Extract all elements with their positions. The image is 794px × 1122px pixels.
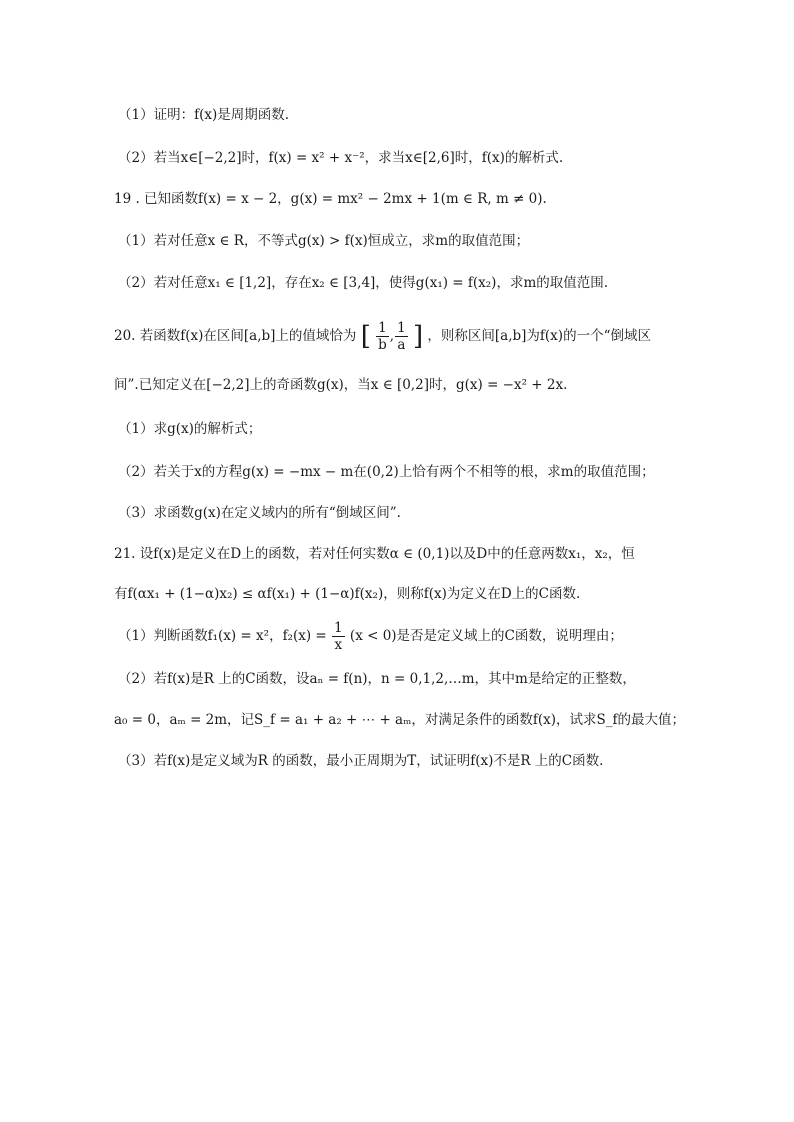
q21-part2-line2: a₀ = 0，aₘ = 2m，记S_f = a₁ + a₂ + ⋯ + aₘ，对满足条件的函数f(x)，试求S_f的最大值； <box>114 712 686 728</box>
q20-part1: （1）求g(x)的解析式； <box>118 421 262 437</box>
fraction-1-over-b <box>376 320 389 353</box>
q20-heading: 20. 若函数f(x)在区间[a,b]上的值域恰为 [ $\frac{1}{b}$ , $\frac{1}{a}$ ] ，则称区间[a,b]为f(x)的一个“倒域区 <box>114 320 651 353</box>
q20-heading-text-b: ，则称区间[a,b]为f(x)的一个“倒域区 <box>427 328 651 344</box>
fraction-denominator: b <box>378 337 387 353</box>
q21-part1-text-b: (x < 0)是否是定义域上的C函数，说明理由； <box>349 628 623 644</box>
q19-heading: 19 . 已知函数f(x) = x − 2，g(x) = mx² − 2mx + 1(m ∈ R, m ≠ 0). <box>114 191 547 207</box>
q20-part3: （3）求函数g(x)在定义域内的所有“倒域区间”. <box>118 505 401 521</box>
fraction-1-over-x <box>332 620 345 653</box>
q21-heading: 21. 设f(x)是定义在D上的函数，若对任何实数α ∈ (0,1)以及D中的任意两数x₁，x₂，恒 <box>114 546 635 562</box>
fraction-denominator: x <box>334 637 343 653</box>
fraction-numerator: 1 <box>334 620 343 636</box>
fraction-denominator: a <box>397 337 406 353</box>
q21-part1-text-a: （1）判断函数f₁(x) = x²，f₂(x) = <box>118 628 327 644</box>
q21-part2: （2）若f(x)是R 上的C函数，设aₙ = f(n)，n = 0,1,2,…m，其中m是给定的正整数， <box>118 671 636 687</box>
q20-heading-text-a: 20. 若函数f(x)在区间[a,b]上的值域恰为 <box>114 328 357 344</box>
fraction-1-over-a <box>395 320 408 353</box>
q21-heading-line2: 有f(αx₁ + (1−α)x₂) ≤ αf(x₁) + (1−α)f(x₂)，则称f(x)为定义在D上的C函数. <box>114 586 581 602</box>
interval-bracket-left: [ <box>360 321 371 352</box>
q19-part2: （2）若对任意x₁ ∈ [1,2]，存在x₂ ∈ [3,4]，使得g(x₁) = f(x₂)，求m的取值范围. <box>118 275 609 291</box>
q21-part3: （3）若f(x)是定义域为R 的函数，最小正周期为T，试证明f(x)不是R 上的C函数. <box>118 753 604 769</box>
interval-bracket-right: ] <box>412 321 424 352</box>
fraction-numerator: 1 <box>378 320 387 336</box>
q20-part2: （2）若关于x的方程g(x) = −mx − m在(0,2)上恰有两个不相等的根，求m的取值范围； <box>118 464 655 480</box>
q21-part1 <box>118 620 623 653</box>
q19-part1: （1）若对任意x ∈ R，不等式g(x) > f(x)恒成立，求m的取值范围； <box>118 233 530 249</box>
q18-part1: （1）证明：f(x)是周期函数. <box>118 107 290 123</box>
q20-heading-line2: 间”.已知定义在[−2,2]上的奇函数g(x)，当x ∈ [0,2]时，g(x) = −x² + 2x. <box>114 377 568 393</box>
q18-part2: （2）若当x∈[−2,2]时，f(x) = x² + x⁻²，求当x∈[2,6]时，f(x)的解析式. <box>118 150 564 166</box>
fraction-numerator: 1 <box>397 320 406 336</box>
